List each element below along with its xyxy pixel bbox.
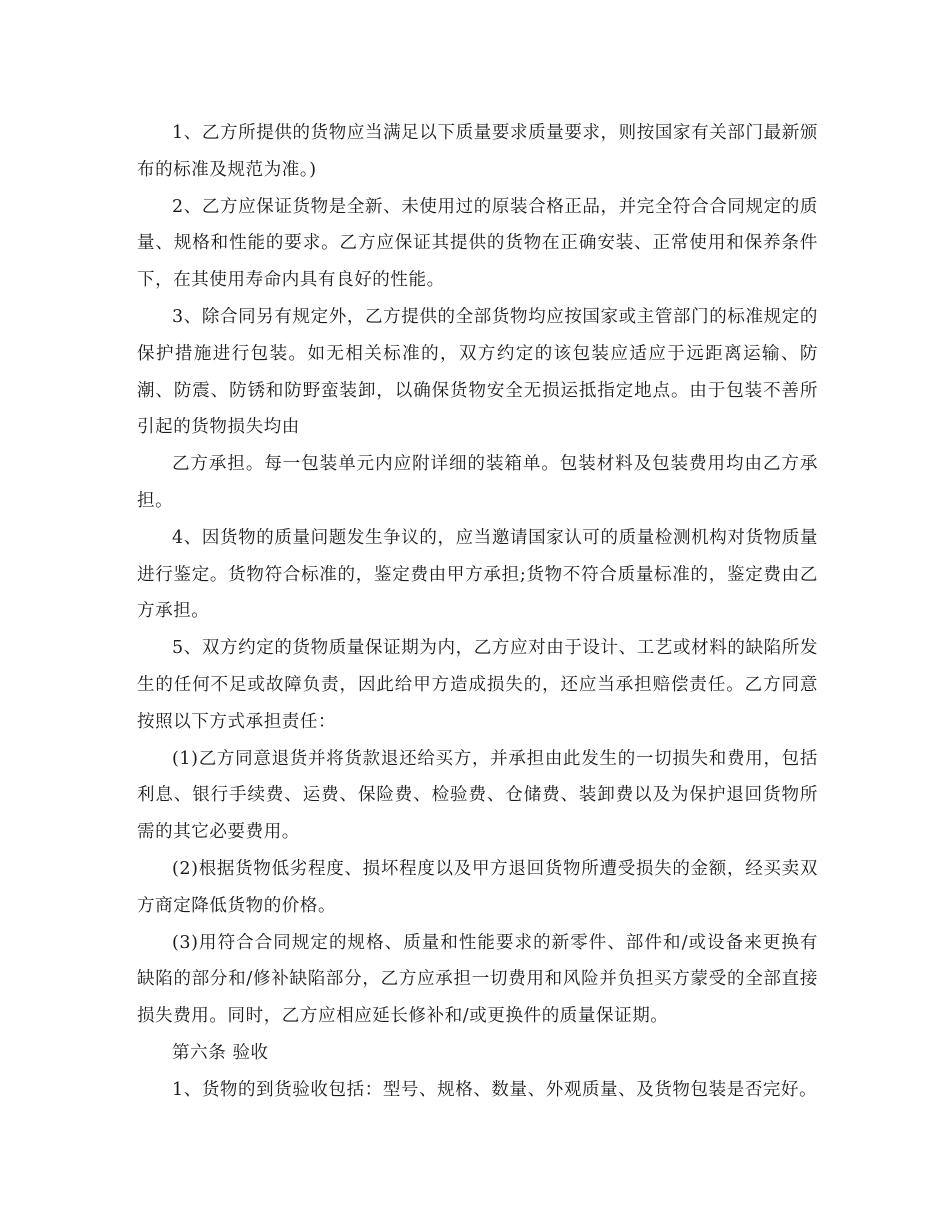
paragraph-packaging-cost: 乙方承担。每一包装单元内应附详细的装箱单。包装材料及包装费用均由乙方承担。 xyxy=(137,454,818,511)
paragraph-remedy-return: (1)乙方同意退货并将货款退还给买方，并承担由此发生的一切损失和费用，包括利息、银行手续费、运费、保险费、检验费、仓储费、装卸费以及为保护退回货物所需的其它必要费用。 xyxy=(137,748,818,843)
paragraph-remedy-price-reduction: (2)根据货物低劣程度、损坏程度以及甲方退回货物所遭受损失的金额，经买卖双方商定降低货物的价格。 xyxy=(137,858,818,916)
paragraph-quality-dispute: 4、因货物的质量问题发生争议的，应当邀请国家认可的质量检测机构对货物质量进行鉴定。货物符合标准的，鉴定费由甲方承担;货物不符合质量标准的，鉴定费由乙方承担。 xyxy=(137,527,818,622)
paragraph-new-goods-guarantee: 2、乙方应保证货物是全新、未使用过的原装合格正品，并完全符合合同规定的质量、规格和性能的要求。乙方应保证其提供的货物在正确安装、正常使用和保养条件下，在其使用寿命内具有良好的性能。 xyxy=(137,196,818,291)
paragraph-remedy-replacement: (3)用符合合同规定的规格、质量和性能要求的新零件、部件和/或设备来更换有缺陷的部分和/修补缺陷部分，乙方应承担一切费用和风险并负担买方蒙受的全部直接损失费用。同时，乙方应相应延长修补和/或更换件的质量保证期。 xyxy=(137,932,818,1027)
paragraph-packaging: 3、除合同另有规定外，乙方提供的全部货物均应按国家或主管部门的标准规定的保护措施进行包装。如无相关标准的，双方约定的该包装应适应于远距离运输、防潮、防震、防锈和防野蛮装卸，以确保货物安全无损运抵指定地点。由于包装不善所引起的货物损失均由 xyxy=(137,306,818,438)
paragraph-quality-requirements: 1、乙方所提供的货物应当满足以下质量要求质量要求，则按国家有关部门最新颁布的标准及规范为准。) xyxy=(137,123,818,180)
paragraph-acceptance-scope: 1、货物的到货验收包括：型号、规格、数量、外观质量、及货物包装是否完好。 xyxy=(172,1079,818,1100)
section-heading-acceptance: 第六条 验收 xyxy=(172,1042,269,1063)
paragraph-warranty-period: 5、双方约定的货物质量保证期为内，乙方应对由于设计、工艺或材料的缺陷所发生的任何不足或故障负责，因此给甲方造成损失的，还应当承担赔偿责任。乙方同意按照以下方式承担责任： xyxy=(137,638,818,732)
